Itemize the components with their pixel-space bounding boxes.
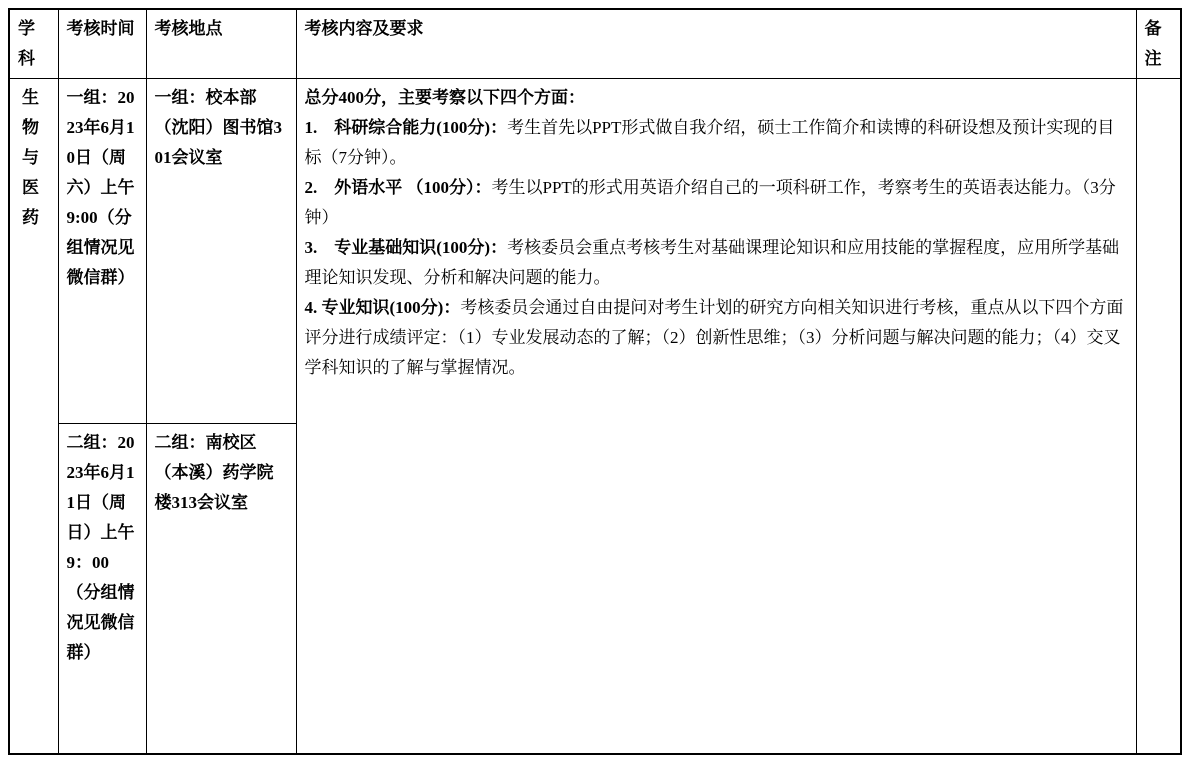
content-item-3-lead: 3. 专业基础知识(100分)： (304, 238, 508, 257)
content-item-1-text: 考生首先以PPT形式做自我介绍，硕士工作简介和读博的科研设想及预计实现的目标（7分钟）。 (304, 118, 1115, 167)
time-cell-group2: 二组：2023年6月11日（周日）上午9：00（分组情况见微信群） (58, 424, 146, 754)
column-header-subject: 学科 (9, 9, 58, 79)
content-item-3-text: 考核委员会重点考核考生对基础课理论知识和应用技能的掌握程度，应用所学基础理论知识发现、分析和解决问题的能力。 (304, 238, 1120, 287)
content-item-4-text: 考核委员会通过自由提问对考生计划的研究方向相关知识进行考核，重点从以下四个方面评分进行成绩评定：（1）专业发展动态的了解；（2）创新性思维；（3）分析问题与解决问题的能力；（4）交叉学科知识的了解与掌握情况。 (304, 298, 1124, 377)
table-header-row (9, 9, 1181, 79)
location-cell-group1: 一组：校本部（沈阳）图书馆301会议室 (146, 79, 296, 424)
subject-cell: 生物与医药 (9, 79, 58, 754)
content-item-2 (305, 173, 1128, 233)
content-item-2-lead: 2. 外语水平 （100分）： (304, 178, 492, 197)
content-item-3 (305, 233, 1128, 293)
content-item-4 (305, 293, 1128, 383)
location-cell-group2: 二组：南校区（本溪）药学院楼313会议室 (146, 424, 296, 754)
time-cell-group1: 一组：2023年6月10日（周六）上午9:00（分组情况见微信群） (58, 79, 146, 424)
content-intro: 总分400分，主要考察以下四个方面： (304, 88, 585, 107)
table-row-group1 (9, 79, 1181, 424)
content-item-1 (305, 113, 1128, 173)
assessment-schedule-table (8, 8, 1182, 755)
remark-cell (1136, 79, 1181, 754)
column-header-remark: 备注 (1136, 9, 1181, 79)
content-item-4-lead: 4. 专业知识(100分)： (304, 298, 461, 317)
content-cell (296, 79, 1136, 754)
column-header-content: 考核内容及要求 (296, 9, 1136, 79)
column-header-location: 考核地点 (146, 9, 296, 79)
content-item-1-lead: 1. 科研综合能力(100分)： (304, 118, 508, 137)
content-item-2-text: 考生以PPT的形式用英语介绍自己的一项科研工作，考察考生的英语表达能力。（3分钟） (304, 178, 1116, 227)
column-header-time: 考核时间 (58, 9, 146, 79)
